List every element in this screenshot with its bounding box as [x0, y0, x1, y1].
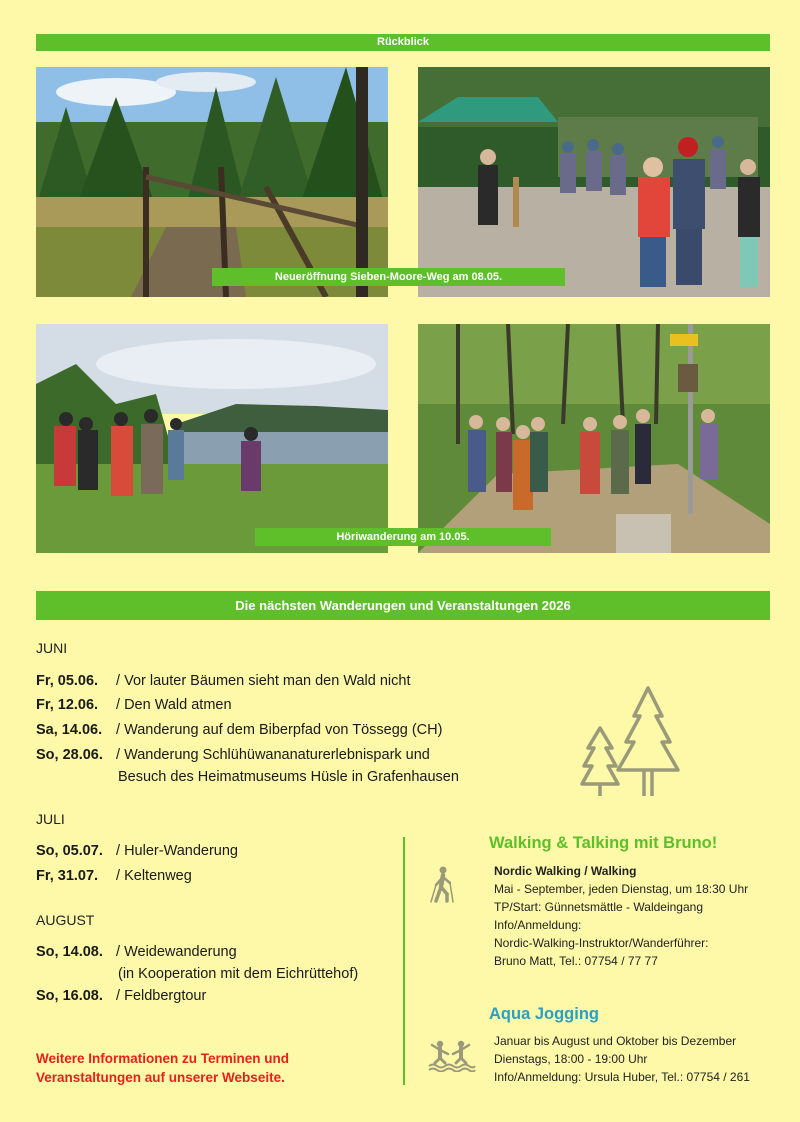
event-row [36, 694, 506, 716]
event-row [36, 941, 506, 985]
walking-subtitle: Nordic Walking / Walking [494, 864, 637, 878]
website-info-line: Weitere Informationen zu Terminen und [36, 1051, 290, 1066]
aqua-details [494, 1032, 784, 1086]
photo-opening-group [418, 67, 770, 297]
event-date: Fr, 31.07. [36, 868, 99, 884]
caption-hoeriwanderung: Höriwanderung am 10.05. [255, 528, 551, 546]
event-title: / Vor lauter Bäumen sieht man den Wald nicht [116, 673, 411, 689]
section-header-rueckblick: Rückblick [36, 34, 770, 51]
event-title: / Weidewanderung [116, 944, 237, 960]
walking-detail-line: Bruno Matt, Tel.: 07754 / 77 77 [494, 954, 658, 968]
event-row [36, 670, 506, 692]
event-title-continued: (in Kooperation mit dem Eichrüttehof) [118, 966, 359, 982]
photo-lake-view [36, 324, 388, 553]
event-row [36, 719, 506, 741]
photo-boardwalk [36, 67, 388, 297]
event-date: Fr, 05.06. [36, 673, 99, 689]
photo-forest-path-group [418, 324, 770, 553]
aqua-detail-line: Dienstags, 18:00 - 19:00 Uhr [494, 1052, 648, 1066]
walking-detail-line: TP/Start: Günnetsmättle - Waldeingang [494, 900, 703, 914]
aqua-detail-line: Januar bis August und Oktober bis Dezember [494, 1034, 737, 1048]
section-header-next-events: Die nächsten Wanderungen und Veranstaltungen 2026 [36, 591, 770, 620]
event-date: So, 05.07. [36, 843, 103, 859]
month-heading-june: JUNI [36, 640, 68, 656]
event-title: / Wanderung Schlühüwananaturerlebnispark und [116, 747, 430, 763]
event-title: / Den Wald atmen [116, 697, 232, 713]
event-date: So, 14.08. [36, 944, 103, 960]
column-divider [403, 837, 405, 1085]
event-row [36, 985, 506, 1007]
event-date: So, 16.08. [36, 988, 103, 1004]
trees-icon [580, 686, 680, 798]
event-row [36, 744, 506, 788]
nordic-walking-icon [428, 866, 456, 904]
aqua-title: Aqua Jogging [489, 1005, 599, 1023]
event-title: / Feldbergtour [116, 988, 207, 1004]
event-date: Fr, 12.06. [36, 697, 99, 713]
aqua-jogging-icon [428, 1040, 476, 1072]
event-date: Sa, 14.06. [36, 722, 103, 738]
event-row [36, 840, 506, 862]
walking-detail-line: Mai - September, jeden Dienstag, um 18:30 Uhr [494, 882, 749, 896]
month-heading-august: AUGUST [36, 912, 95, 928]
event-title: / Wanderung auf dem Biberpfad von Tössegg (CH) [116, 722, 443, 738]
month-heading-july: JULI [36, 811, 65, 827]
website-info-line: Veranstaltungen auf unserer Webseite. [36, 1070, 285, 1085]
event-title: / Keltenweg [116, 868, 192, 884]
walking-details [494, 862, 784, 970]
walking-title: Walking & Talking mit Bruno! [489, 834, 718, 852]
event-title-continued: Besuch des Heimatmuseums Hüsle in Grafenhausen [118, 769, 459, 785]
walking-detail-line: Info/Anmeldung: [494, 918, 582, 932]
event-date: So, 28.06. [36, 747, 103, 763]
caption-sieben-moore-weg: Neueröffnung Sieben-Moore-Weg am 08.05. [212, 268, 565, 286]
walking-detail-line: Nordic-Walking-Instruktor/Wanderführer: [494, 936, 709, 950]
event-title: / Huler-Wanderung [116, 843, 238, 859]
website-info-note [36, 1049, 366, 1087]
aqua-detail-line: Info/Anmeldung: Ursula Huber, Tel.: 07754 / 261 [494, 1070, 750, 1084]
